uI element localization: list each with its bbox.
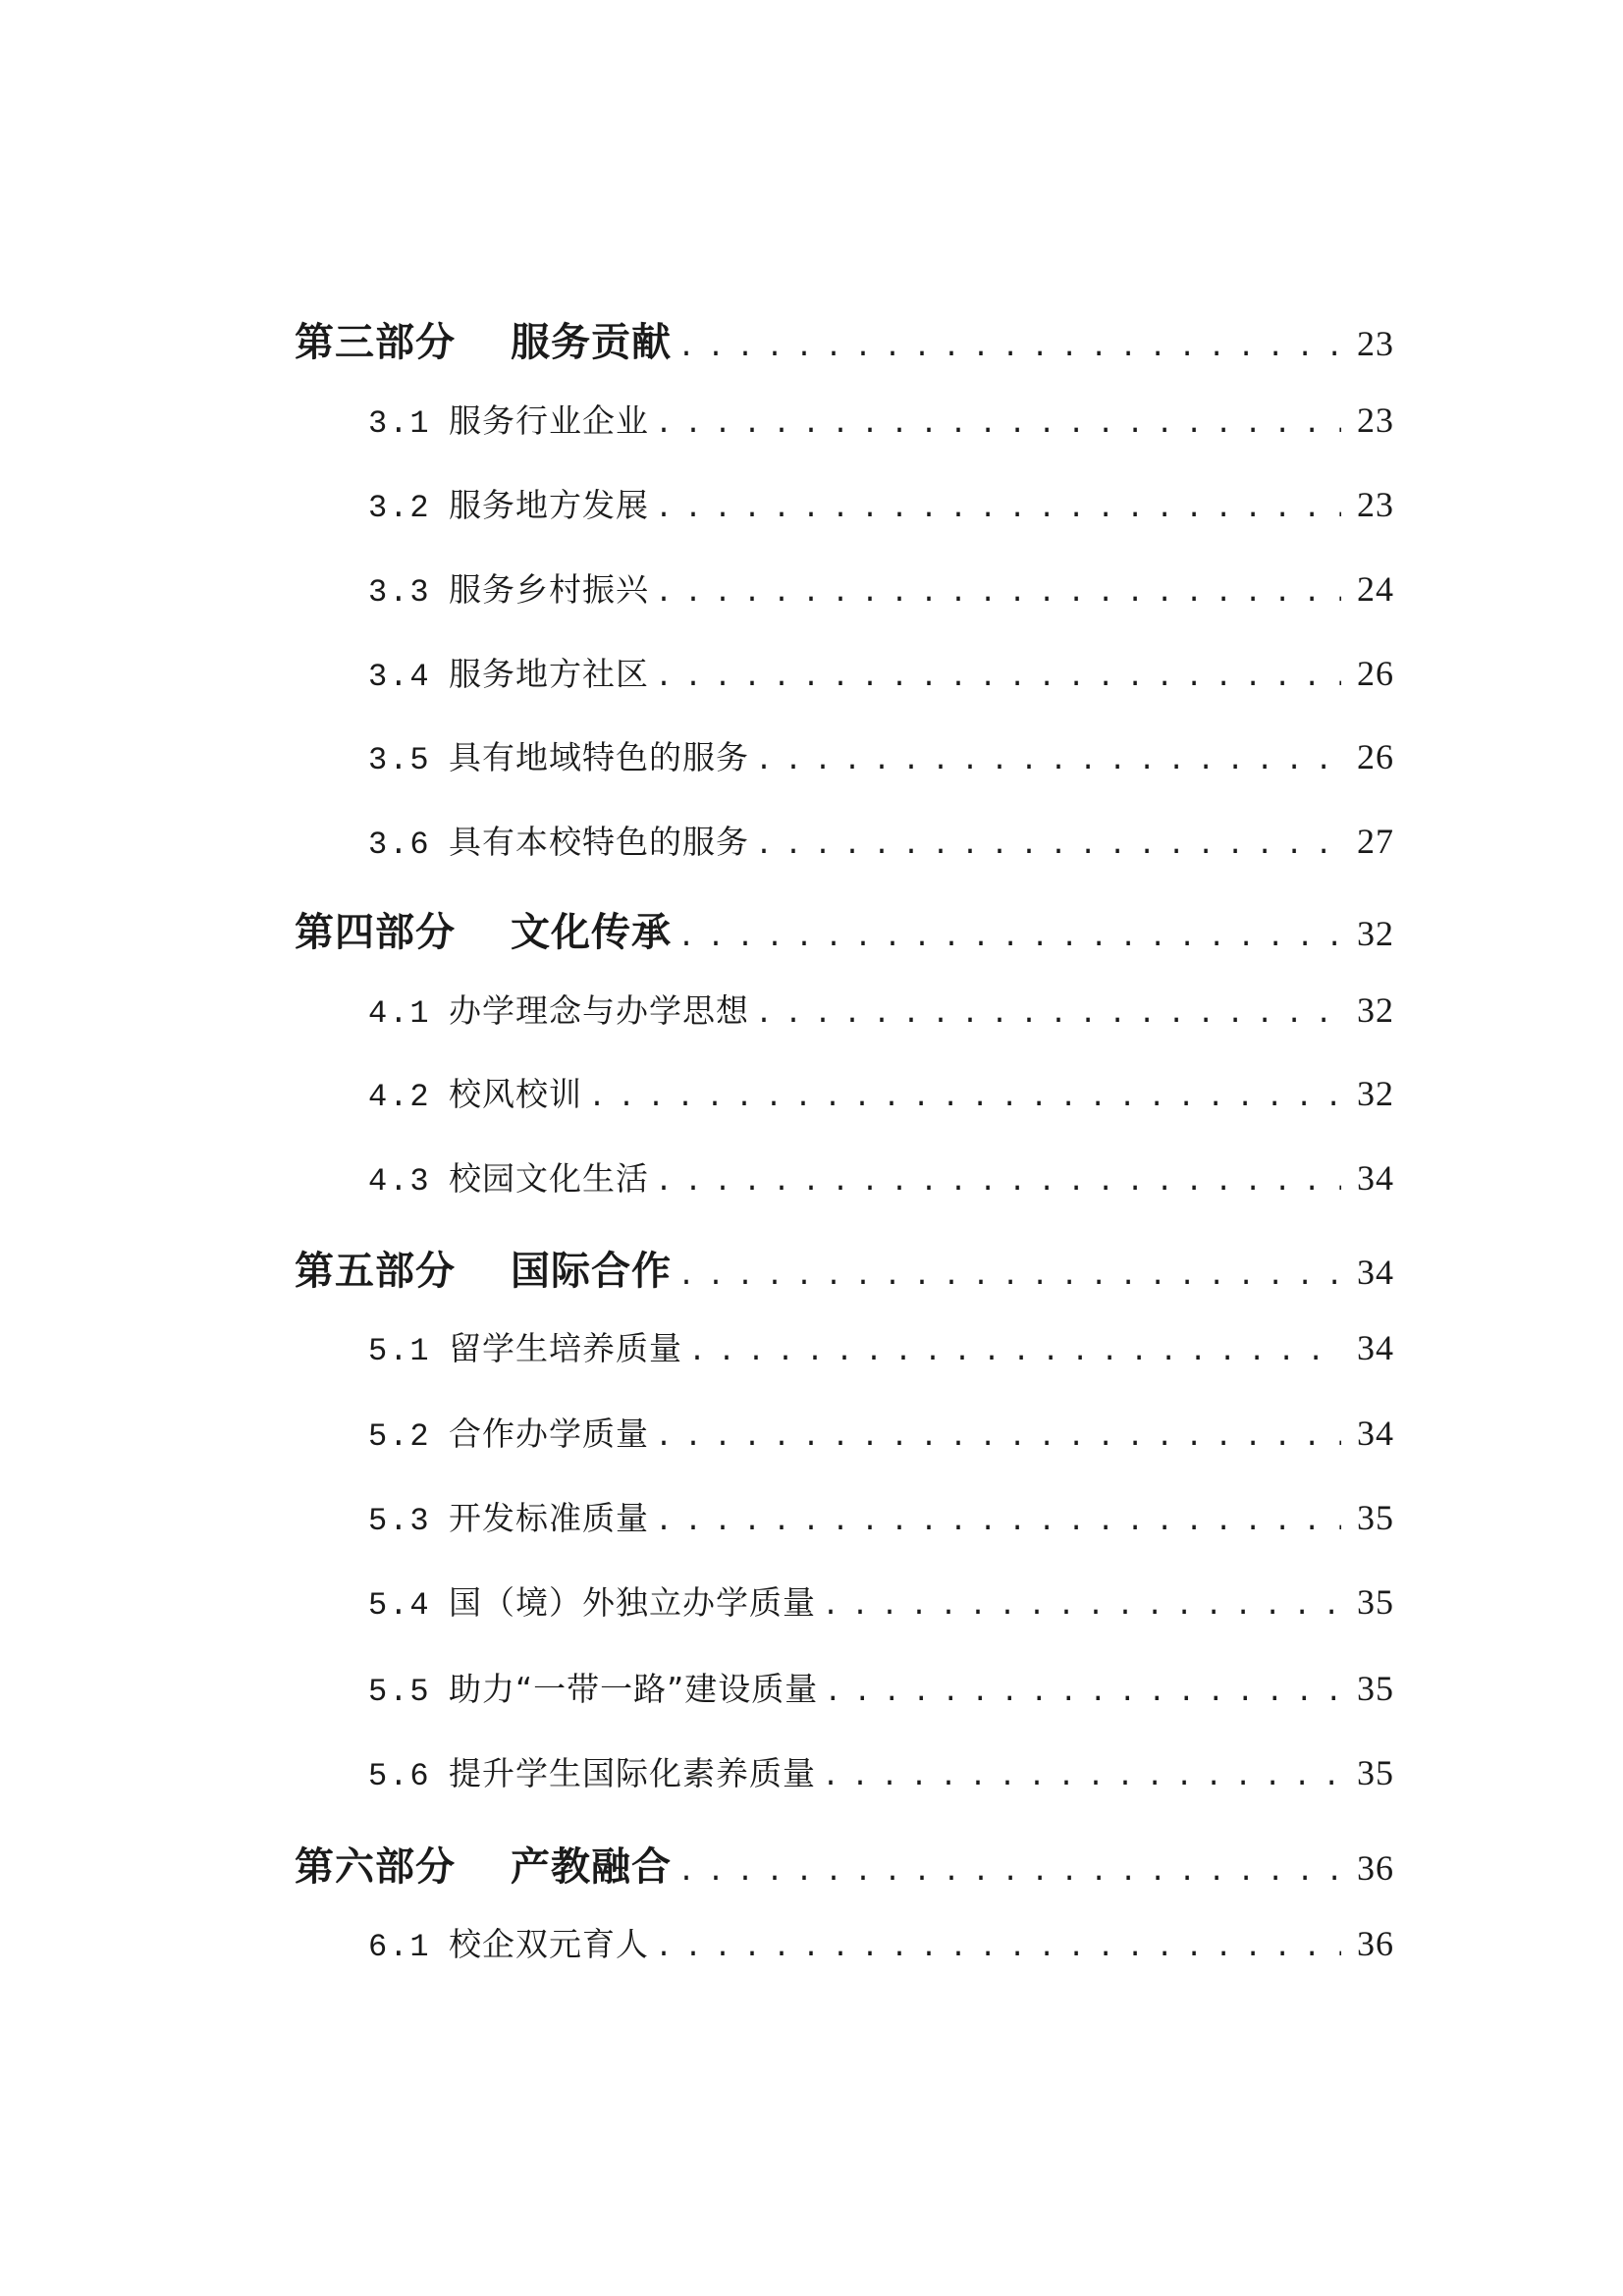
toc-entry-title: 校企双元育人 [449,1925,649,1963]
dot-leader [655,1421,1341,1455]
toc-section-entry[interactable] [368,1748,1394,1794]
toc-section-entry[interactable] [368,986,1394,1032]
toc-page-number: 36 [1357,1924,1394,1963]
toc-page-number: 24 [1357,569,1394,609]
toc-section-number: 5.3 [368,1503,431,1539]
dot-leader [677,922,1341,955]
dot-leader [655,577,1341,611]
toc-section-number: 6.1 [368,1929,431,1965]
toc-page-number: 32 [1357,914,1394,953]
toc-section-entry[interactable] [368,732,1394,778]
toc-entry-title: 具有本校特色的服务 [449,823,749,861]
toc-part-entry[interactable] [295,1240,1394,1296]
toc-entry-title: 办学理念与办学思想 [449,991,749,1030]
toc-section-number: 5.5 [368,1674,431,1710]
toc-section-number: 5.2 [368,1418,431,1455]
toc-entry-title: 具有地域特色的服务 [449,738,749,776]
toc-part-entry[interactable] [295,901,1394,957]
toc-entry-title: 助力“一带一路”建设质量 [449,1670,819,1708]
toc-part-label: 第四部分 [295,909,456,955]
toc-part-label: 第三部分 [295,319,456,365]
dot-leader [755,829,1341,863]
toc-section-number: 5.6 [368,1758,431,1794]
toc-page-number: 34 [1357,1253,1394,1292]
toc-page-number: 23 [1357,485,1394,524]
toc-page-number: 23 [1357,324,1394,363]
toc-entry-title: 服务地方社区 [449,655,649,693]
toc-entry-title: 服务乡村振兴 [449,570,649,609]
toc-section-entry[interactable] [368,1323,1394,1369]
toc-page-number: 34 [1357,1158,1394,1198]
toc-section-entry[interactable] [368,1153,1394,1200]
toc-part-label: 第六部分 [295,1843,456,1890]
toc-section-entry[interactable] [368,1409,1394,1455]
dot-leader [755,745,1341,778]
toc-section-number: 3.1 [368,405,431,442]
toc-section-entry[interactable] [368,817,1394,863]
dot-leader [655,408,1341,442]
dot-leader [822,1590,1341,1624]
toc-section-number: 3.3 [368,574,431,611]
toc-section-number: 3.5 [368,742,431,778]
toc-section-number: 3.2 [368,490,431,526]
toc-entry-title: 提升学生国际化素养质量 [449,1754,816,1792]
toc-section-entry[interactable] [368,1919,1394,1965]
toc-entry-title: 留学生培养质量 [449,1329,682,1367]
toc-page-number: 35 [1357,1582,1394,1622]
toc-part-label: 第五部分 [295,1248,456,1294]
dot-leader [677,1260,1341,1294]
toc-entry-title: 服务行业企业 [449,401,649,440]
dot-leader [588,1082,1341,1115]
toc-section-entry[interactable] [368,649,1394,695]
toc-page-number: 35 [1357,1753,1394,1792]
toc-entry-title: 校园文化生活 [449,1159,649,1198]
toc-section-entry[interactable] [368,564,1394,611]
dot-leader [677,1856,1341,1890]
toc-entry-title: 文化传承 [511,909,672,955]
dot-leader [655,1932,1341,1965]
dot-leader [822,1761,1341,1794]
toc-page-number: 23 [1357,400,1394,440]
dot-leader [655,662,1341,695]
toc-entry-title: 开发标准质量 [449,1499,649,1537]
toc-section-number: 4.3 [368,1163,431,1200]
toc-page-number: 34 [1357,1414,1394,1453]
toc-entry-title: 服务贡献 [511,319,672,365]
toc-entry-title: 国（境）外独立办学质量 [449,1583,816,1622]
toc-page-number: 26 [1357,737,1394,776]
toc-page-number: 32 [1357,990,1394,1030]
toc-part-entry[interactable] [295,311,1394,367]
toc-section-number: 4.2 [368,1079,431,1115]
toc-section-entry[interactable] [368,396,1394,442]
toc-section-number: 3.6 [368,827,431,863]
dot-leader [688,1336,1341,1369]
toc-section-number: 5.4 [368,1587,431,1624]
dot-leader [655,1506,1341,1539]
toc-section-entry[interactable] [368,480,1394,526]
toc-entry-title: 服务地方发展 [449,486,649,524]
dot-leader [655,493,1341,526]
toc-section-number: 5.1 [368,1333,431,1369]
toc-entry-title: 校风校训 [449,1075,582,1113]
toc-entry-title: 合作办学质量 [449,1415,649,1453]
toc-section-entry[interactable] [368,1493,1394,1539]
toc-section-number: 3.4 [368,659,431,695]
toc-page-number: 32 [1357,1074,1394,1113]
toc-entry-title: 国际合作 [511,1248,672,1294]
dot-leader [824,1677,1341,1710]
toc-page-number: 34 [1357,1328,1394,1367]
dot-leader [655,1166,1341,1200]
dot-leader [677,332,1341,365]
toc-section-number: 4.1 [368,995,431,1032]
toc-page-number: 27 [1357,822,1394,861]
toc-section-entry[interactable] [368,1069,1394,1115]
toc-page-number: 36 [1357,1848,1394,1888]
toc-entry-title: 产教融合 [511,1843,672,1890]
toc-part-entry[interactable] [295,1836,1394,1892]
dot-leader [755,998,1341,1032]
toc-section-entry[interactable] [368,1664,1394,1710]
toc-page-number: 26 [1357,654,1394,693]
toc-page-number: 35 [1357,1498,1394,1537]
toc-page-number: 35 [1357,1669,1394,1708]
toc-section-entry[interactable] [368,1577,1394,1624]
